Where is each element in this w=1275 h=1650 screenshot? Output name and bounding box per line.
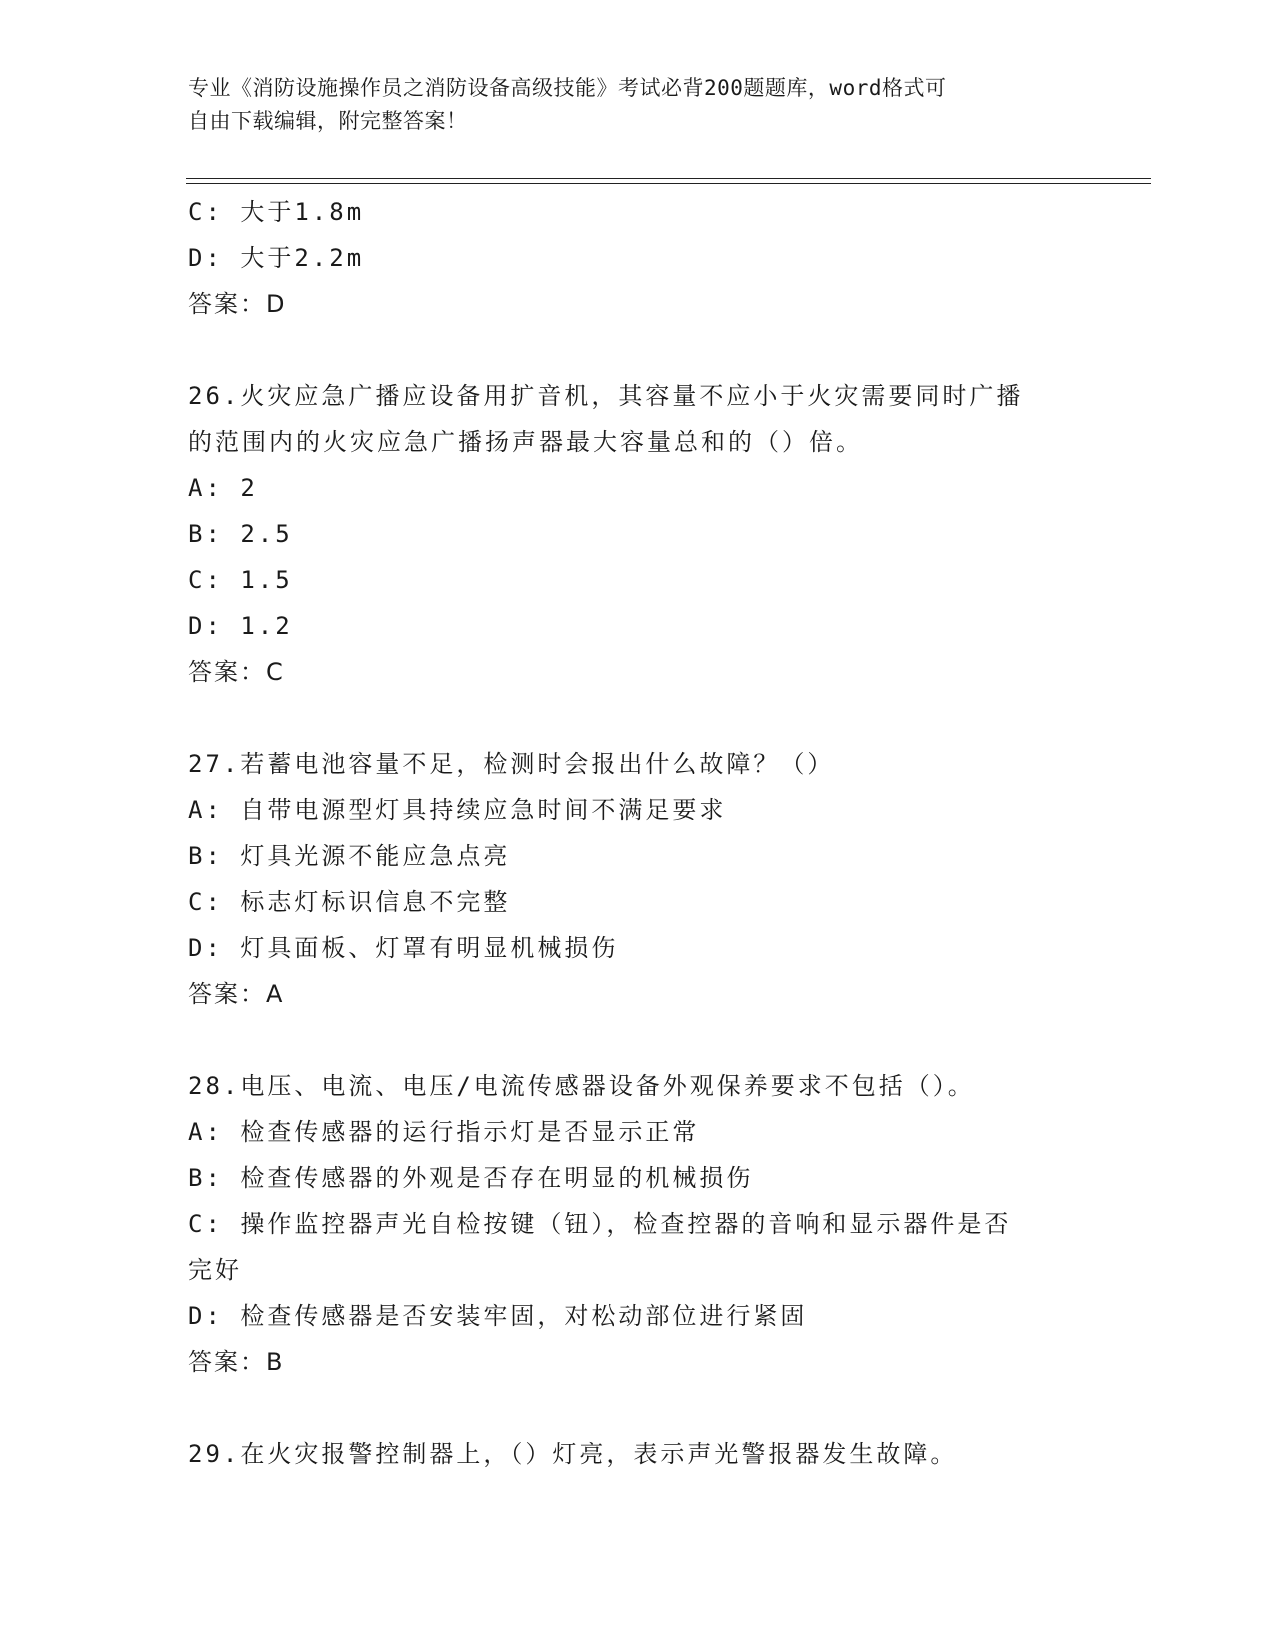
question-29	[188, 1431, 1088, 1477]
option-c-continued: 完好	[188, 1256, 242, 1284]
header-divider-top	[186, 178, 1151, 179]
question-stem: 29.在火灾报警控制器上，（）灯亮，表示声光警报器发生故障。	[188, 1440, 958, 1468]
question-list	[188, 189, 1088, 1477]
document-header	[188, 72, 1088, 138]
option-c: C: 1.5	[188, 566, 293, 594]
header-title-line-2: 自由下载编辑，附完整答案！	[188, 109, 468, 133]
question-stem: 27.若蓄电池容量不足，检测时会报出什么故障？（）	[188, 750, 835, 778]
spacer	[188, 1385, 1088, 1431]
spacer	[188, 695, 1088, 741]
question-26	[188, 373, 1088, 695]
spacer	[188, 327, 1088, 373]
header-title-line-1: 专业《消防设施操作员之消防设备高级技能》考试必背200题题库，word格式可	[188, 76, 947, 100]
question-25	[188, 189, 1088, 327]
answer-label: 答案：D	[188, 290, 287, 318]
question-stem: 26.火灾应急广播应设备用扩音机，其容量不应小于火灾需要同时广播	[188, 382, 1024, 410]
question-27	[188, 741, 1088, 1017]
question-stem-continued: 的范围内的火灾应急广播扬声器最大容量总和的（）倍。	[188, 428, 863, 456]
option-d: D: 大于2.2m	[188, 244, 365, 272]
option-d: D: 1.2	[188, 612, 293, 640]
question-stem: 28.电压、电流、电压/电流传感器设备外观保养要求不包括（）。	[188, 1072, 975, 1100]
answer-label: 答案：B	[188, 1348, 285, 1376]
option-c: C: 大于1.8m	[188, 198, 365, 226]
option-b: B: 灯具光源不能应急点亮	[188, 842, 511, 870]
option-d: D: 检查传感器是否安装牢固，对松动部位进行紧固	[188, 1302, 808, 1330]
option-d: D: 灯具面板、灯罩有明显机械损伤	[188, 934, 619, 962]
answer-label: 答案：C	[188, 658, 285, 686]
answer-label: 答案：A	[188, 980, 285, 1008]
question-28	[188, 1063, 1088, 1385]
option-a: A: 2	[188, 474, 258, 502]
header-divider-bottom	[186, 183, 1151, 184]
option-b: B: 检查传感器的外观是否存在明显的机械损伤	[188, 1164, 754, 1192]
option-b: B: 2.5	[188, 520, 293, 548]
option-a: A: 自带电源型灯具持续应急时间不满足要求	[188, 796, 727, 824]
spacer	[188, 1017, 1088, 1063]
option-c: C: 标志灯标识信息不完整	[188, 888, 511, 916]
option-a: A: 检查传感器的运行指示灯是否显示正常	[188, 1118, 700, 1146]
option-c: C: 操作监控器声光自检按键（钮），检查控器的音响和显示器件是否	[188, 1210, 1012, 1238]
